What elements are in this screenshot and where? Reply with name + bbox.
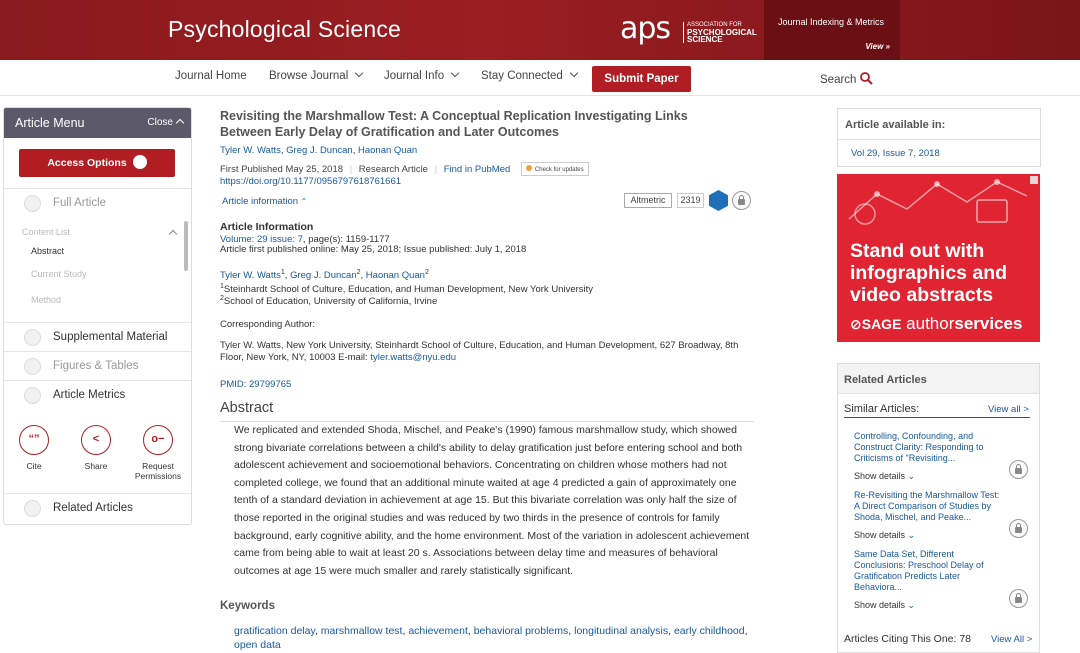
- article-available-box: [837, 108, 1041, 167]
- table-icon: [24, 358, 41, 375]
- article-information-heading: Article Information: [220, 221, 314, 233]
- site-header: [0, 0, 1080, 60]
- nav-browse-journal[interactable]: Browse Journal: [269, 70, 362, 82]
- folder-icon: [24, 329, 41, 346]
- keyword-link[interactable]: marshmallow test: [320, 625, 403, 637]
- cite-button[interactable]: “” Cite: [4, 425, 64, 471]
- bar-chart-icon: [24, 387, 41, 404]
- similar-view-all-link[interactable]: View all >: [988, 404, 1029, 415]
- content-list-heading[interactable]: Content List: [22, 227, 71, 237]
- online-published: Article first published online: May 25, 2018; Issue published: July 1, 2018: [220, 244, 527, 255]
- show-details-toggle[interactable]: Show details ⌄: [854, 600, 916, 610]
- issue-link[interactable]: Vol 29, Issue 7, 2018: [851, 148, 940, 159]
- keywords-heading: Keywords: [220, 600, 275, 612]
- submit-paper-button[interactable]: Submit Paper: [592, 66, 691, 92]
- content-item-current-study[interactable]: Current Study: [31, 269, 87, 279]
- author-link[interactable]: Haonan Quan: [365, 270, 425, 282]
- chevron-down-icon: ⌄: [907, 471, 916, 481]
- altmetric-score: 2319: [677, 193, 704, 208]
- first-published: First Published May 25, 2018: [220, 164, 344, 175]
- search-button[interactable]: Search: [820, 70, 873, 86]
- articles-citing-label: Articles Citing This One: 78: [844, 633, 972, 645]
- document-icon: [24, 195, 41, 212]
- article-menu: [3, 107, 192, 525]
- related-article-link[interactable]: Re-Revisiting the Marshmallow Test: A Direct Comparison of Studies by Shoda, Mischel, and Peake...: [854, 490, 1000, 522]
- related-articles-panel: [837, 363, 1040, 653]
- available-label: Article available in:: [845, 119, 946, 131]
- crossmark-icon: [526, 165, 532, 171]
- share-button[interactable]: < Share: [66, 425, 126, 471]
- chevron-down-icon: ⌄: [907, 600, 916, 610]
- keyword-link[interactable]: behavioral problems: [473, 625, 569, 637]
- corresponding-author: Tyler W. Watts, New York University, Steinhardt School of Culture, Education, and Human Development, 627 Broadway, 8th Floor, New York, NY, 10003 E-mail: tyler.watts@nyu.edu: [220, 340, 739, 363]
- share-icon: <: [81, 425, 111, 455]
- article-type: Research Article: [358, 164, 428, 175]
- sage-author-services-logo: ⊘SAGE authorservices: [850, 314, 1023, 333]
- chevron-up-icon: [176, 119, 184, 127]
- doi-link[interactable]: https://doi.org/10.1177/0956797618761661: [220, 176, 402, 187]
- author-link[interactable]: Tyler W. Watts: [220, 145, 281, 156]
- related-articles-heading: Related Articles: [844, 374, 927, 386]
- nav-journal-info[interactable]: Journal Info: [384, 70, 458, 82]
- corresponding-label: Corresponding Author:: [220, 319, 316, 330]
- affiliation-1: $^1$Steinhardt School of Culture, Education, and Human Development, New York University: [220, 283, 594, 296]
- menu-full-article[interactable]: Full Article: [4, 188, 191, 218]
- main-nav: [0, 60, 1080, 96]
- journal-indexing-title: Journal Indexing & Metrics: [778, 17, 885, 27]
- related-article-link[interactable]: Controlling, Confounding, and Construct Clarity: Responding to Criticisms of "Revisiting...: [854, 431, 984, 463]
- article-title: Revisiting the Marshmallow Test: A Conceptual Replication Investigating Links Between Early Delay of Gratification and Later Outcomes: [220, 109, 688, 139]
- pubmed-link[interactable]: Find in PubMed: [443, 164, 511, 175]
- advertisement-banner[interactable]: [837, 174, 1040, 342]
- volume-issue-link[interactable]: Volume: 29 issue: 7: [220, 234, 303, 245]
- lock-icon[interactable]: [732, 191, 751, 210]
- affiliation-authors: Tyler W. Watts$^1$, Greg J. Duncan$^2$, Haonan Quan$^2$: [220, 269, 429, 282]
- content-list-scrollbar[interactable]: [184, 221, 188, 271]
- article-menu-title: Article Menu: [15, 116, 85, 130]
- journal-indexing-view-link[interactable]: View »: [865, 42, 890, 51]
- lock-icon[interactable]: [1009, 460, 1028, 479]
- menu-article-metrics[interactable]: Article Metrics: [4, 380, 191, 410]
- citing-view-all-link[interactable]: View All >: [991, 634, 1033, 645]
- affiliation-2: $^2$School of Education, University of California, Irvine: [220, 295, 438, 308]
- check-updates-badge[interactable]: Check for updates: [521, 162, 589, 176]
- aps-logo-subtitle: ASSOCIATION FOR PSYCHOLOGICAL SCIENCE: [683, 22, 763, 43]
- keyword-link[interactable]: gratification delay: [234, 625, 315, 637]
- keyword-link[interactable]: achievement: [408, 625, 468, 637]
- infographic-icon: [837, 174, 1040, 234]
- keyword-link[interactable]: longitudinal analysis: [574, 625, 669, 637]
- show-details-toggle[interactable]: Show details ⌄: [854, 530, 916, 540]
- publication-meta: First Published May 25, 2018 | Research Article | Find in PubMed Check for updates: [220, 162, 589, 176]
- aps-logo[interactable]: aps: [620, 11, 671, 46]
- key-icon: o−: [143, 425, 173, 455]
- quote-icon: “”: [19, 425, 49, 455]
- altmetric-badge[interactable]: Altmetric: [624, 193, 672, 208]
- chevron-down-icon: [570, 69, 578, 77]
- author-link[interactable]: Greg J. Duncan: [290, 270, 357, 282]
- keyword-link[interactable]: open data: [234, 639, 281, 651]
- pmid-link[interactable]: PMID: 29799765: [220, 379, 292, 390]
- ad-headline: Stand out with infographics and video abstracts: [850, 240, 1008, 306]
- content-item-method[interactable]: Method: [31, 295, 62, 305]
- chevron-down-icon: [355, 69, 363, 77]
- menu-supplemental-material[interactable]: Supplemental Material: [4, 322, 191, 352]
- lock-icon[interactable]: [1009, 519, 1028, 538]
- journal-title[interactable]: Psychological Science: [168, 16, 402, 42]
- show-details-toggle[interactable]: Show details ⌄: [854, 471, 916, 481]
- access-options-button[interactable]: Access Options: [19, 149, 175, 177]
- nav-stay-connected[interactable]: Stay Connected: [481, 70, 577, 82]
- nav-journal-home[interactable]: Journal Home: [175, 70, 247, 82]
- request-permissions-button[interactable]: o− Request Permissions: [128, 425, 188, 481]
- abstract-heading: Abstract: [220, 400, 274, 416]
- abstract-text: We replicated and extended Shoda, Mischel, and Peake's (1990) famous marshmallow study, which showed strong bivariate correlations between a child's ability to delay gratification just before entering school and both adolescent achievement and socioemotional behaviors. Concentrating on children whose mothers had not completed college, we found that an additional minute waited at age 4 predicted a gain of approximately one tenth of a standard deviation in achievement at age 15. But this bivariate correlation was only half the size of those reported in the original studies and was reduced by two thirds in the presence of controls for family background, early cognitive ability, and the home environment. Most of the variation in adolescent achievement came from being able to wait at least 20 s. Associations between delay time and measures of behavioral outcomes at age 15 were much smaller and rarely statistically significant.: [234, 424, 750, 577]
- author-link[interactable]: Haonan Quan: [357, 145, 418, 156]
- related-icon: [24, 500, 41, 517]
- article-menu-close[interactable]: Close: [147, 117, 183, 128]
- ad-choices-icon[interactable]: [1030, 176, 1038, 184]
- related-article-link[interactable]: Same Data Set, Different Conclusions: Preschool Delay of Gratification Predicts Later Behaviora...: [854, 549, 984, 592]
- chevron-down-icon: ⌄: [907, 530, 916, 540]
- author-link[interactable]: Greg J. Duncan: [286, 145, 353, 156]
- keyword-link[interactable]: early childhood: [673, 625, 745, 637]
- volume-info: Volume: 29 issue: 7, page(s): 1159-1177: [220, 234, 390, 245]
- chevron-down-icon: [451, 69, 459, 77]
- keywords-list: gratification delay, marshmallow test, achievement, behavioral problems, longitudinal analysis, early childhood, open data: [234, 625, 748, 651]
- similar-articles-label: Similar Articles:: [844, 403, 920, 415]
- article-information-toggle[interactable]: Article information ⌃: [222, 196, 308, 207]
- article-menu-header: [4, 108, 191, 138]
- menu-figures-tables[interactable]: Figures & Tables: [4, 351, 191, 381]
- email-link[interactable]: tyler.watts@nyu.edu: [370, 351, 457, 363]
- journal-indexing-box[interactable]: [764, 0, 900, 60]
- lock-icon[interactable]: [1009, 589, 1028, 608]
- article-actions: [4, 413, 191, 488]
- lock-icon: [133, 155, 147, 169]
- content-item-abstract[interactable]: Abstract: [31, 246, 65, 256]
- chevron-up-icon[interactable]: [169, 230, 177, 238]
- search-icon: [860, 72, 873, 85]
- menu-related-articles[interactable]: Related Articles: [4, 493, 191, 523]
- chevron-up-icon: ⌃: [300, 197, 308, 206]
- content-list: [4, 221, 191, 326]
- article-authors: Tyler W. Watts, Greg J. Duncan, Haonan Quan: [220, 145, 418, 156]
- author-link[interactable]: Tyler W. Watts: [220, 270, 281, 282]
- metrics-hex-icon[interactable]: [709, 190, 728, 211]
